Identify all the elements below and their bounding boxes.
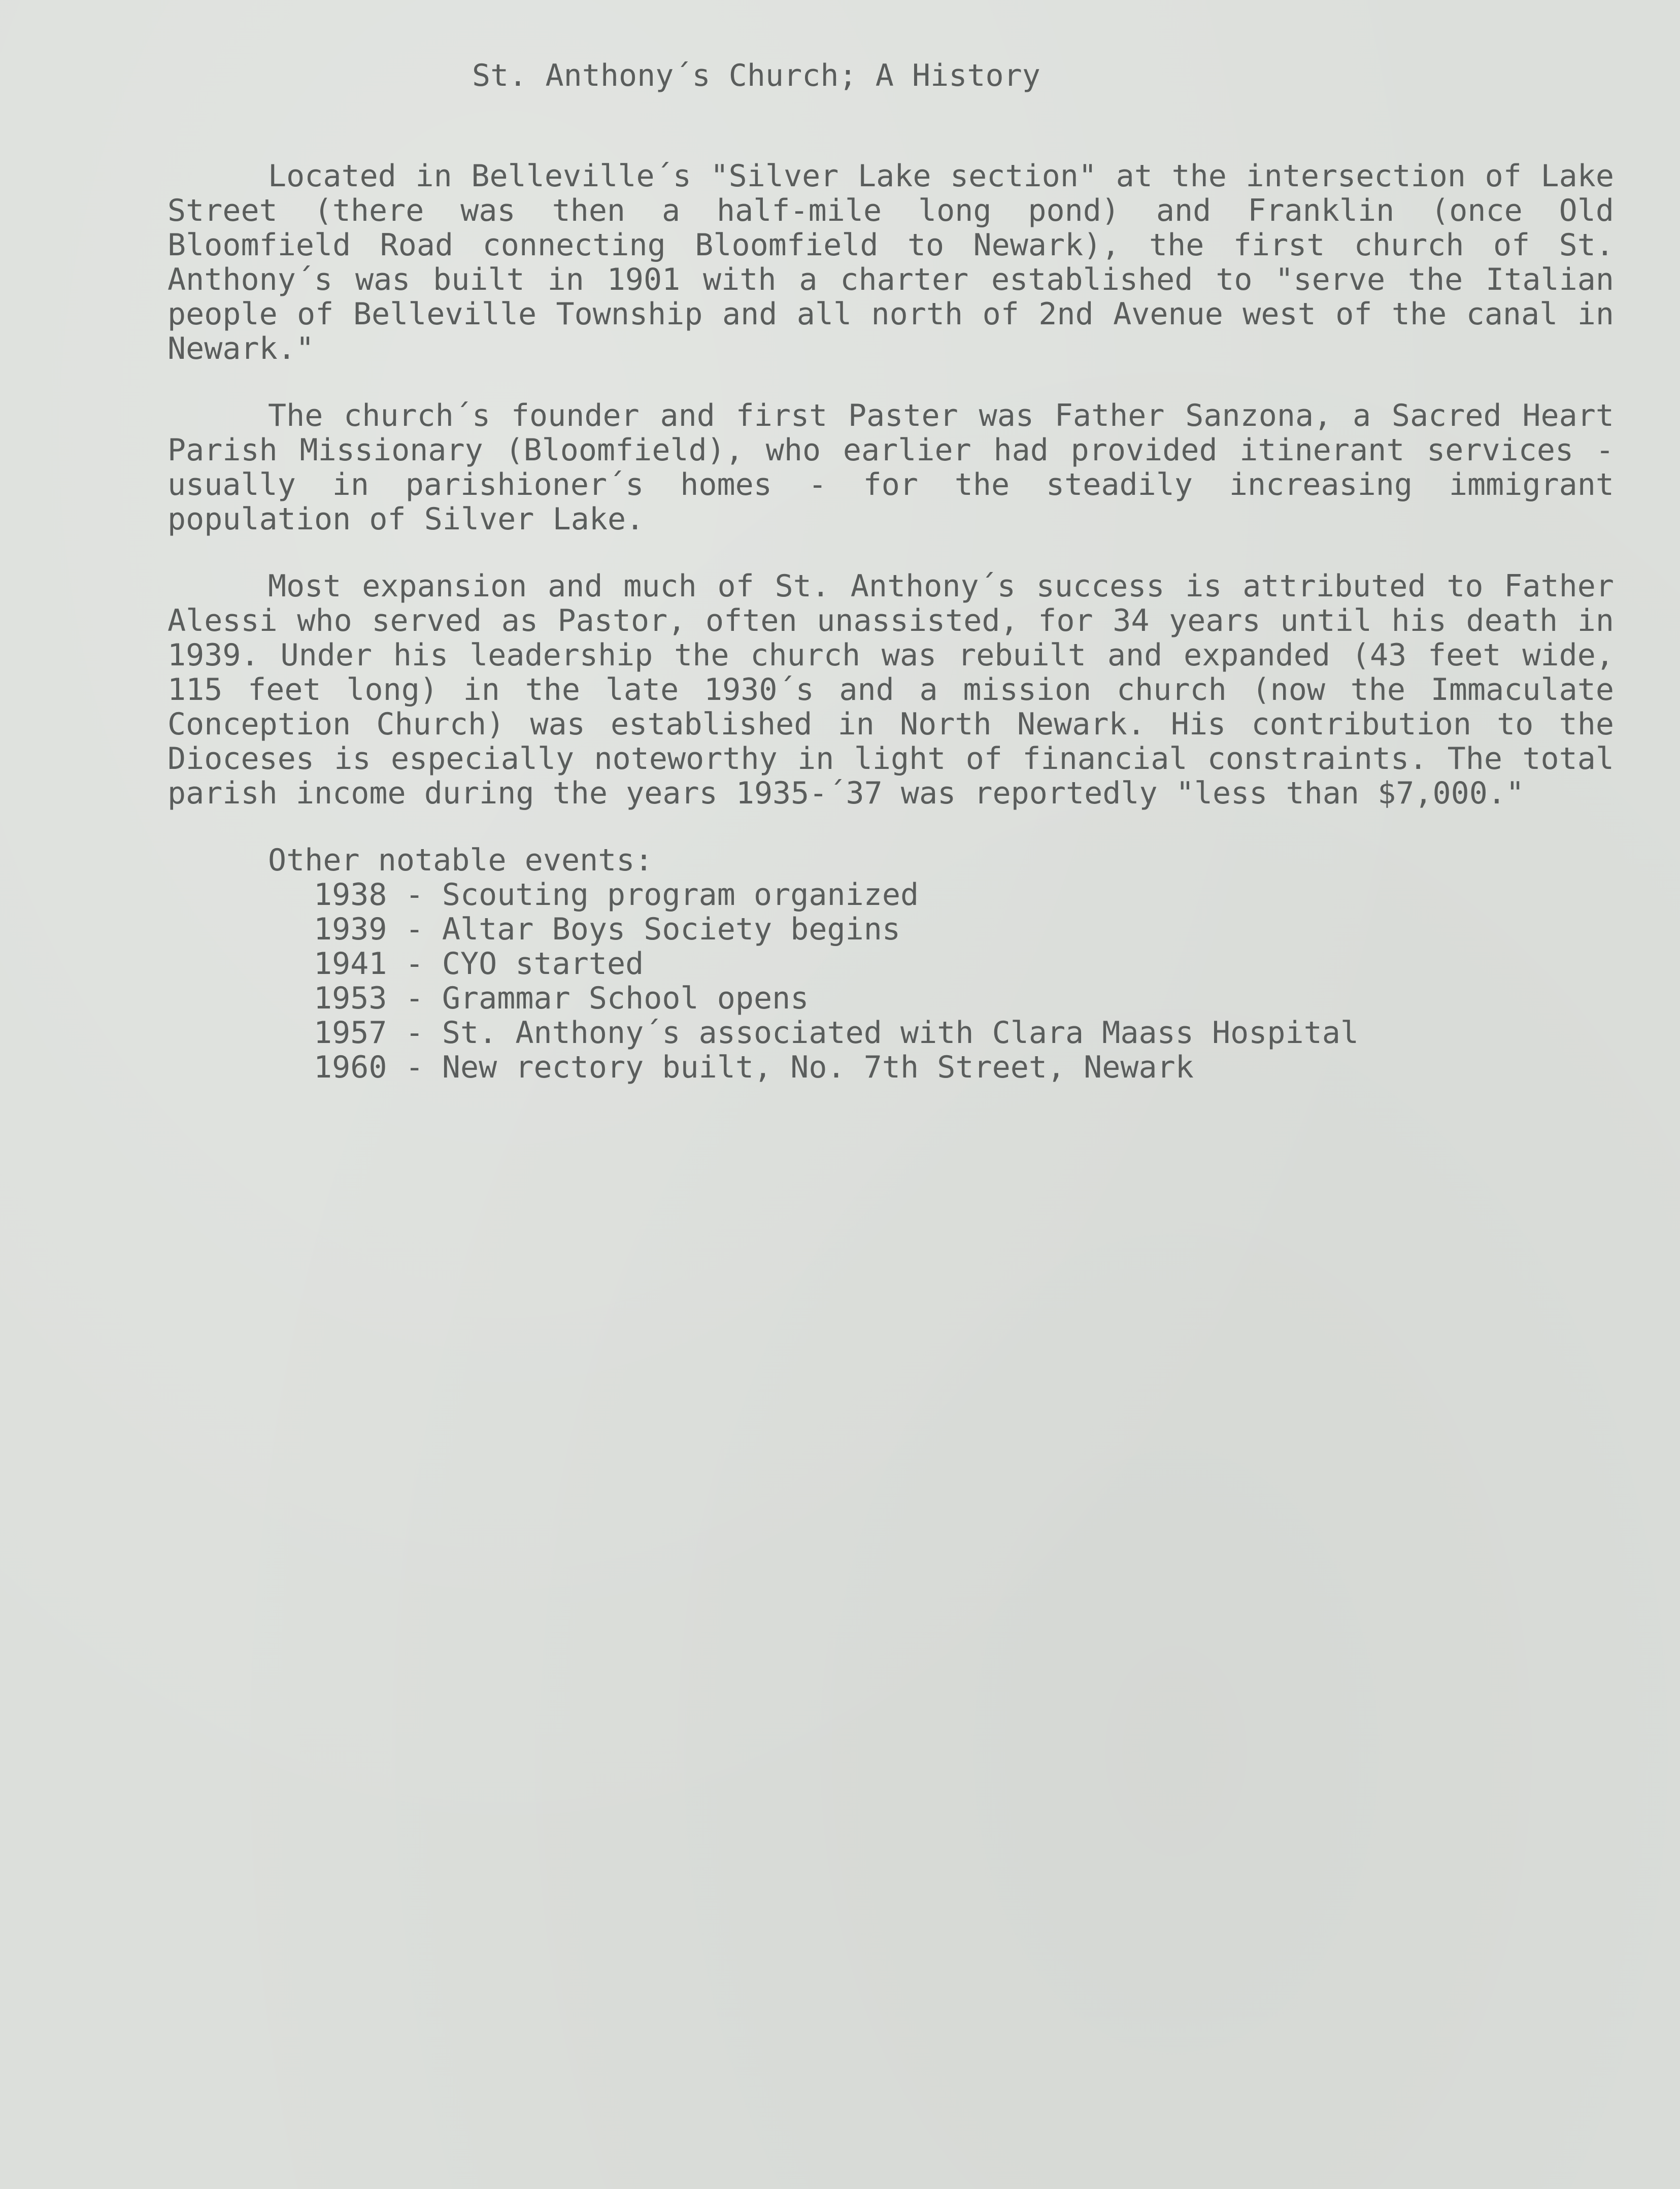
event-description: Scouting program organized <box>442 877 919 913</box>
document-title: St. Anthony´s Church; A History <box>472 58 1040 93</box>
document-body <box>167 58 1614 1085</box>
paragraph-founder: The church´s founder and first Paster was Father Sanzona, a Sacred Heart Parish Missionary (Bloomfield), who earlier had provided itinerant services - usually in parishioner´s homes - for the steadily increasing immigrant population of Silver Lake. <box>167 398 1614 537</box>
list-item <box>314 912 1614 947</box>
event-year: 1953 <box>314 981 387 1016</box>
event-description: St. Anthony´s associated with Clara Maass Hospital <box>442 1015 1359 1051</box>
paragraph-location: Located in Belleville´s "Silver Lake section" at the intersection of Lake Street (there was then a half-mile long pond) and Franklin (once Old Bloomfield Road connecting Bloomfield to Newark), the first church of St. Anthony´s was built in 1901 with a charter established to "serve the Italian people of Belleville Township and all north of 2nd Avenue west of the canal in Newark." <box>167 158 1614 366</box>
paragraph-expansion: Most expansion and much of St. Anthony´s success is attributed to Father Alessi who served as Pastor, often unassisted, for 34 years until his death in 1939. Under his leadership the church was rebuilt and expanded (43 feet wide, 115 feet long) in the late 1930´s and a mission church (now the Immaculate Conception Church) was established in North Newark. His contribution to the Dioceses is especially noteworthy in light of financial constraints. The total parish income during the years 1935-´37 was reportedly "less than $7,000." <box>167 568 1614 811</box>
list-item <box>314 878 1614 912</box>
event-description: Altar Boys Society begins <box>442 912 900 947</box>
event-year: 1939 <box>314 912 387 947</box>
event-description: New rectory built, No. 7th Street, Newark <box>442 1050 1194 1085</box>
event-separator: - <box>387 981 442 1016</box>
list-item <box>314 1050 1614 1085</box>
notable-events-heading: Other notable events: <box>268 843 653 878</box>
event-separator: - <box>387 1050 442 1085</box>
event-year: 1960 <box>314 1050 387 1085</box>
event-description: Grammar School opens <box>442 981 809 1016</box>
event-description: CYO started <box>442 946 644 982</box>
list-item <box>314 947 1614 981</box>
event-separator: - <box>387 946 442 982</box>
list-item <box>314 1016 1614 1050</box>
event-year: 1938 <box>314 877 387 913</box>
event-year: 1941 <box>314 946 387 982</box>
event-separator: - <box>387 912 442 947</box>
event-year: 1957 <box>314 1015 387 1051</box>
list-item <box>314 981 1614 1016</box>
event-separator: - <box>387 877 442 913</box>
notable-events-list <box>268 878 1614 1085</box>
event-separator: - <box>387 1015 442 1051</box>
notable-events-section <box>268 843 1614 1085</box>
